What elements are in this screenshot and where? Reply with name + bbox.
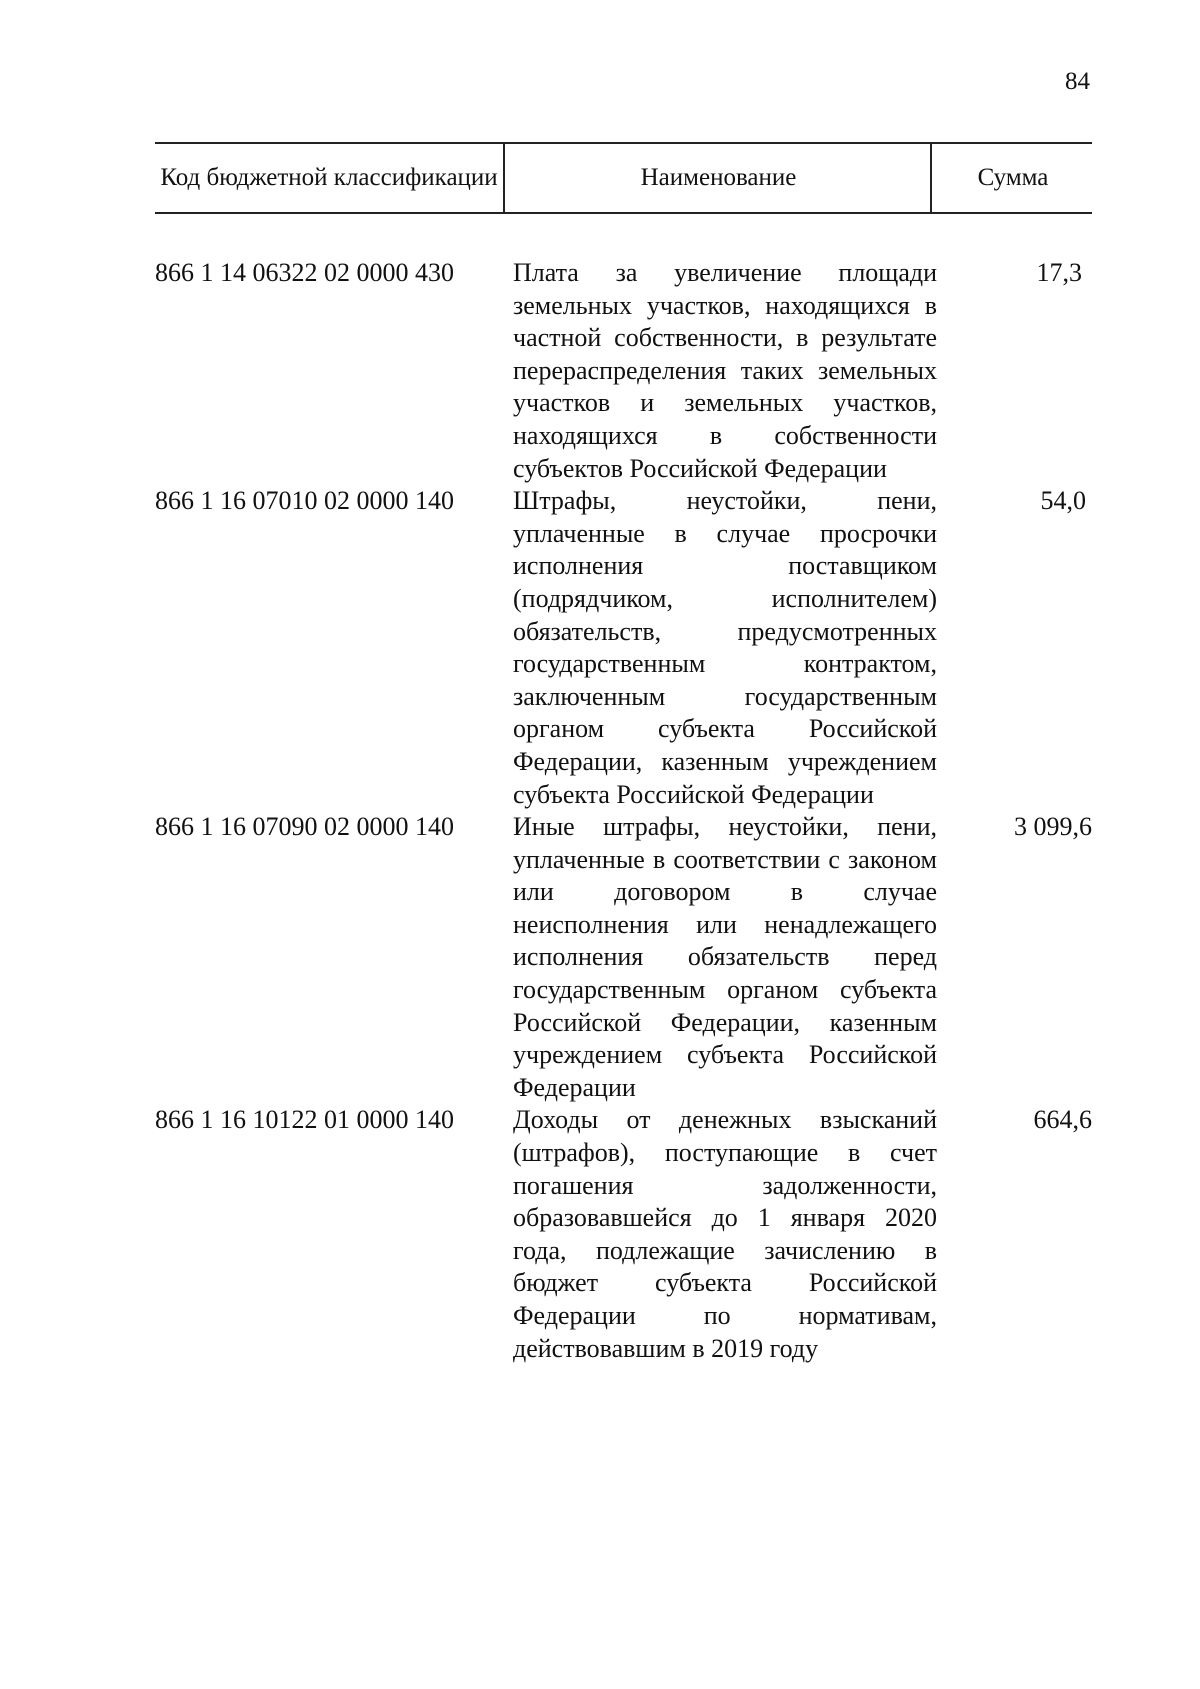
row-name: Штрафы, неустойки, пени, уплаченные в случае просрочки исполнения поставщиком (подрядчиком, исполнителем) обязательств, предусмотренных государственным контрактом, заключенным государственным органом субъекта Российской Федерации, казенным учреждением субъекта Российской Федерации bbox=[513, 486, 937, 809]
row-name: Доходы от денежных взысканий (штрафов), поступающие в счет погашения задолженности, образовавшейся до 1 января 2020 года, подлежащие зачислению в бюджет субъекта Российской Федерации по нормативам, действовавшим в 2019 году bbox=[513, 1105, 937, 1363]
table-body bbox=[155, 257, 1092, 1365]
table-row bbox=[155, 257, 1092, 485]
column-header-sum: Сумма bbox=[930, 144, 1094, 212]
row-name: Плата за увеличение площади земельных участков, находящихся в частной собственности, в результате перераспределения таких земельных участков и земельных участков, находящихся в собственности субъектов Российской Федерации bbox=[513, 258, 937, 483]
page-number: 84 bbox=[1065, 68, 1090, 95]
budget-code: 866 1 14 06322 02 0000 430 bbox=[155, 258, 454, 287]
budget-code: 866 1 16 10122 01 0000 140 bbox=[155, 1105, 454, 1135]
row-amount: 664,6 bbox=[1033, 1105, 1092, 1135]
table-row bbox=[155, 485, 1092, 811]
row-amount: 54,0 bbox=[1040, 486, 1086, 516]
table-row bbox=[155, 811, 1092, 1104]
table-row bbox=[155, 1104, 1092, 1365]
column-header-name: Наименование bbox=[503, 144, 932, 212]
table-header bbox=[155, 142, 1092, 214]
row-amount: 3 099,6 bbox=[1014, 812, 1092, 842]
budget-code: 866 1 16 07090 02 0000 140 bbox=[155, 812, 454, 842]
column-header-code: Код бюджетной классификации bbox=[160, 164, 498, 191]
budget-code: 866 1 16 07010 02 0000 140 bbox=[155, 486, 454, 516]
row-amount: 17,3 bbox=[1036, 258, 1082, 287]
row-name: Иные штрафы, неустойки, пени, уплаченные в соответствии с законом или договором в случае неисполнения или ненадлежащего исполнения обязательств перед государственным органом субъекта Российской Федерации, казенным учреждением субъекта Российской Федерации bbox=[513, 812, 937, 1102]
